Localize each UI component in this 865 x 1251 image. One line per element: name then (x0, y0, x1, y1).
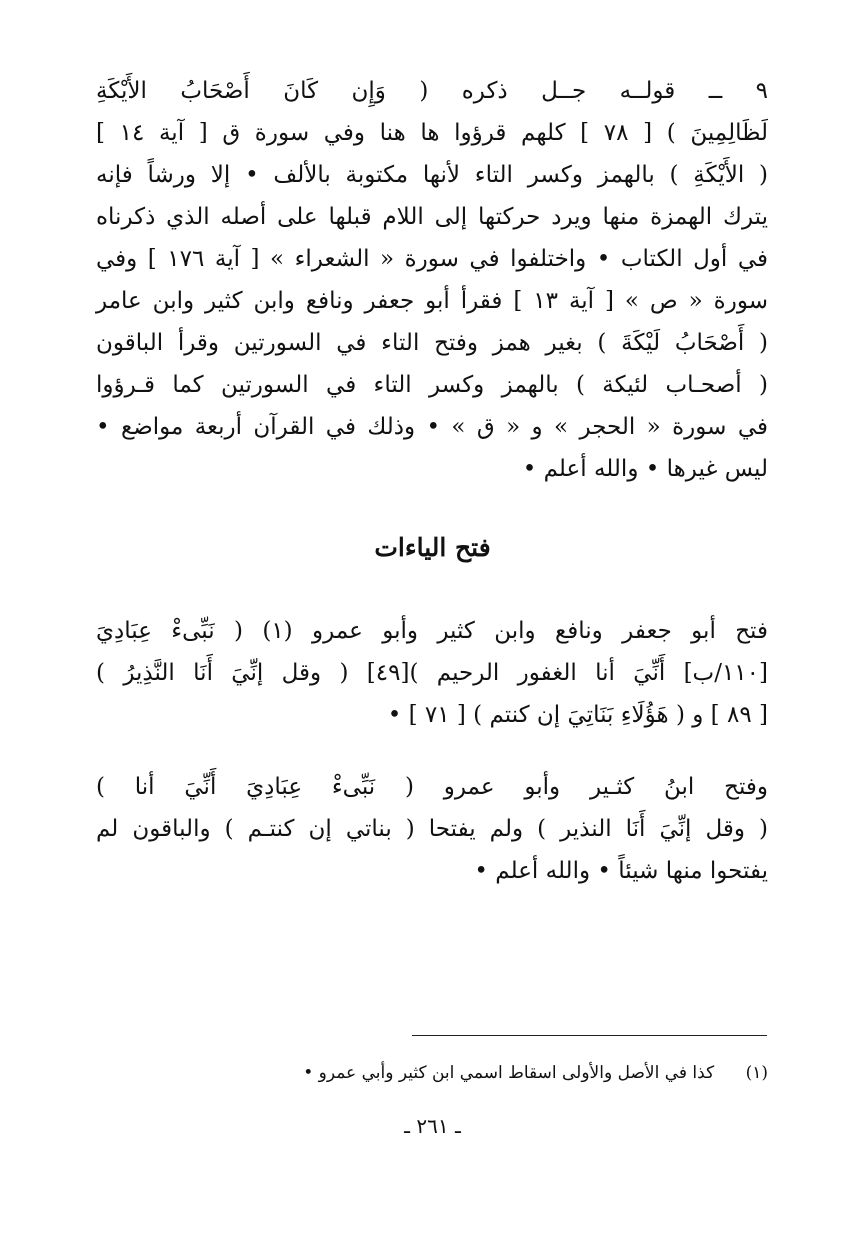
text-line: ( أصحـاب لئيكة ) بالهمز وكسر التاء في السورتين كما قـرؤوا (96, 372, 768, 398)
text-line: فتح أبو جعفر ونافع وابن كثير وأبو عمرو (١) ( نَبِّىءْ عِبَادِيَ (96, 618, 768, 644)
footnote-text: كذا في الأصل والأولى اسقاط اسمي ابن كثير وأبي عمرو • (303, 1063, 715, 1083)
footnote-marker: (١) (745, 1063, 768, 1083)
text-line: في أول الكتاب • واختلفوا في سورة « الشعراء » [ آية ١٧٦ ] وفي (96, 246, 768, 272)
paragraph-ayka (96, 70, 768, 490)
text-line: ( الأَيْكَةِ ) بالهمز وكسر التاء لأنها مكتوبة بالألف • إلا ورشاً فإنه (96, 162, 768, 188)
page-number: ـ ٢٦١ ـ (404, 1114, 461, 1138)
paragraph-fath-2 (96, 766, 768, 892)
footnote-divider (412, 1035, 767, 1036)
text-line: في سورة « الحجر » و « ق » • وذلك في القرآن أربعة مواضع • (96, 414, 768, 440)
text-line: ٩ ــ قولــه جــل ذكره ( وَإِن كَانَ أَصْحَابُ الأَيْكَةِ (96, 78, 768, 104)
paragraph-fath-1 (96, 610, 768, 736)
section-heading: فتح الياءات (374, 533, 491, 562)
text-line: سورة « ص » [ آية ١٣ ] فقرأ أبو جعفر ونافع وابن كثير وابن عامر (96, 288, 768, 314)
text-line: يفتحوا منها شيئاً • والله أعلم • (474, 858, 768, 884)
text-line: يترك الهمزة منها ويرد حركتها إلى اللام قبلها على أصله الذي ذكرناه (96, 204, 768, 230)
text-line: ( وقل إنِّيَ أَنَا النذير ) ولم يفتحا ( بناتي إن كنتـم ) والباقون لم (96, 816, 768, 842)
text-line: [١١٠/ب] أَنِّيَ أنا الغفور الرحيم )[٤٩] ( وقل إنِّيَ أَنَا النَّذِيرُ ) (96, 660, 768, 686)
text-line: ليس غيرها • والله أعلم • (522, 456, 768, 482)
text-line: لَظَالِمِينَ ) [ ٧٨ ] كلهم قرؤوا ها هنا وفي سورة ق [ آية ١٤ ] (96, 120, 768, 146)
text-line: [ ٨٩ ] و ( هَؤُلَاءِ بَنَاتِيَ إن كنتم ) [ ٧١ ] • (387, 702, 768, 728)
footnote (96, 1058, 768, 1088)
text-line: وفتح ابنُ كثـير وأبو عمرو ( نَبِّىءْ عِبَادِيَ أَنِّيَ أنا ) (96, 774, 768, 800)
text-line: ( أَصْحَابُ لَيْكَةَ ) بغير همز وفتح التاء في السورتين وقرأ الباقون (96, 330, 768, 356)
